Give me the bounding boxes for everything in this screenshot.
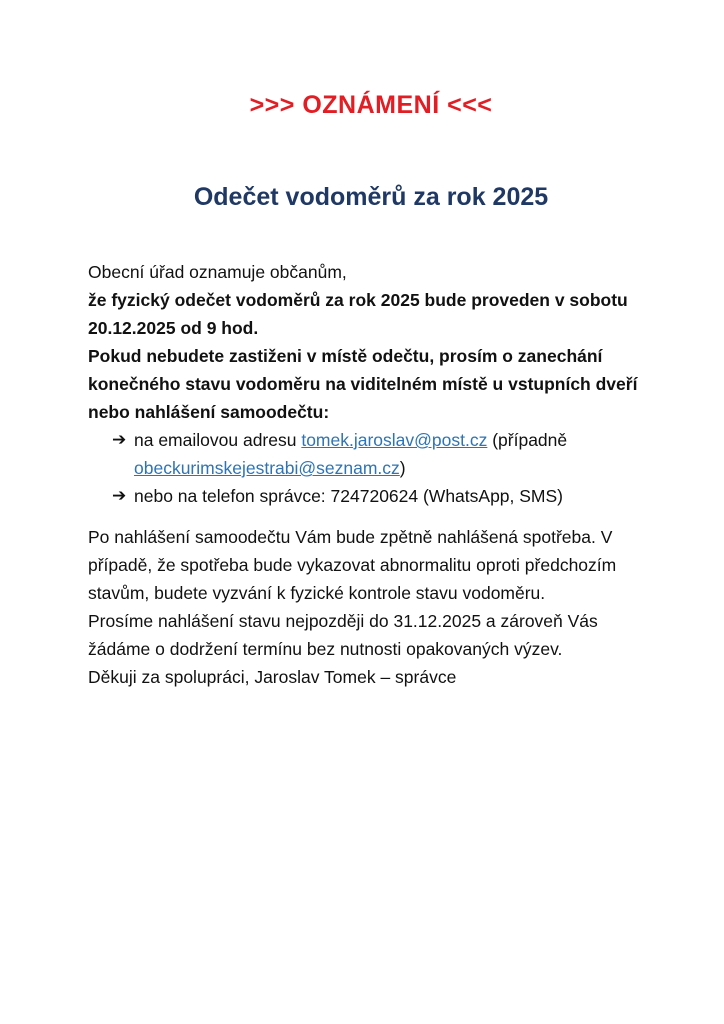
consumption-info-text: Po nahlášení samoodečtu Vám bude zpětně nahlášená spotřeba. V případě, že spotřeba bude vykazovat abnormalitu oproti předchozím stavům, budete vyzvání k fyzické kontrole stavu vodoměru. <box>88 527 617 603</box>
email-link-secondary[interactable]: obeckurimskejestrabi@seznam.cz <box>134 458 400 478</box>
instructions-text: Pokud nebudete zastiženi v místě odečtu, prosím o zanechání konečného stavu vodoměru na viditelném místě u vstupních dveří nebo nahlášení samoodečtu: <box>88 346 638 422</box>
list-item-email <box>88 426 654 482</box>
document-subtitle: Odečet vodoměrů za rok 2025 <box>193 183 549 211</box>
salutation-text: Obecní úřad oznamuje občanům, <box>88 262 347 282</box>
document-body <box>88 258 654 691</box>
arrow-bullet-icon: ➔ <box>112 486 127 505</box>
email-bullet-suffix: ) <box>399 458 406 478</box>
deadline-text: Prosíme nahlášení stavu nejpozději do 31.12.2025 a zároveň Vás žádáme o dodržení termínu bez nutnosti opakovaných výzev. <box>88 611 598 659</box>
list-item-phone <box>88 482 654 510</box>
phone-bullet-text: nebo na telefon správce: 724720624 (WhatsApp, SMS) <box>134 486 564 506</box>
page-title: >>> OZNÁMENÍ <<< <box>249 91 493 119</box>
email-bullet-middle: (případně <box>487 430 568 450</box>
contact-options-list <box>88 426 654 510</box>
email-bullet-text <box>134 430 567 478</box>
signature-text: Děkuji za spolupráci, Jaroslav Tomek – správce <box>88 667 457 687</box>
arrow-bullet-icon: ➔ <box>112 430 127 449</box>
reading-date-text: že fyzický odečet vodoměrů za rok 2025 bude proveden v sobotu 20.12.2025 od 9 hod. <box>88 290 628 338</box>
email-bullet-prefix: na emailovou adresu <box>134 430 302 450</box>
email-link-primary[interactable]: tomek.jaroslav@post.cz <box>301 430 488 450</box>
